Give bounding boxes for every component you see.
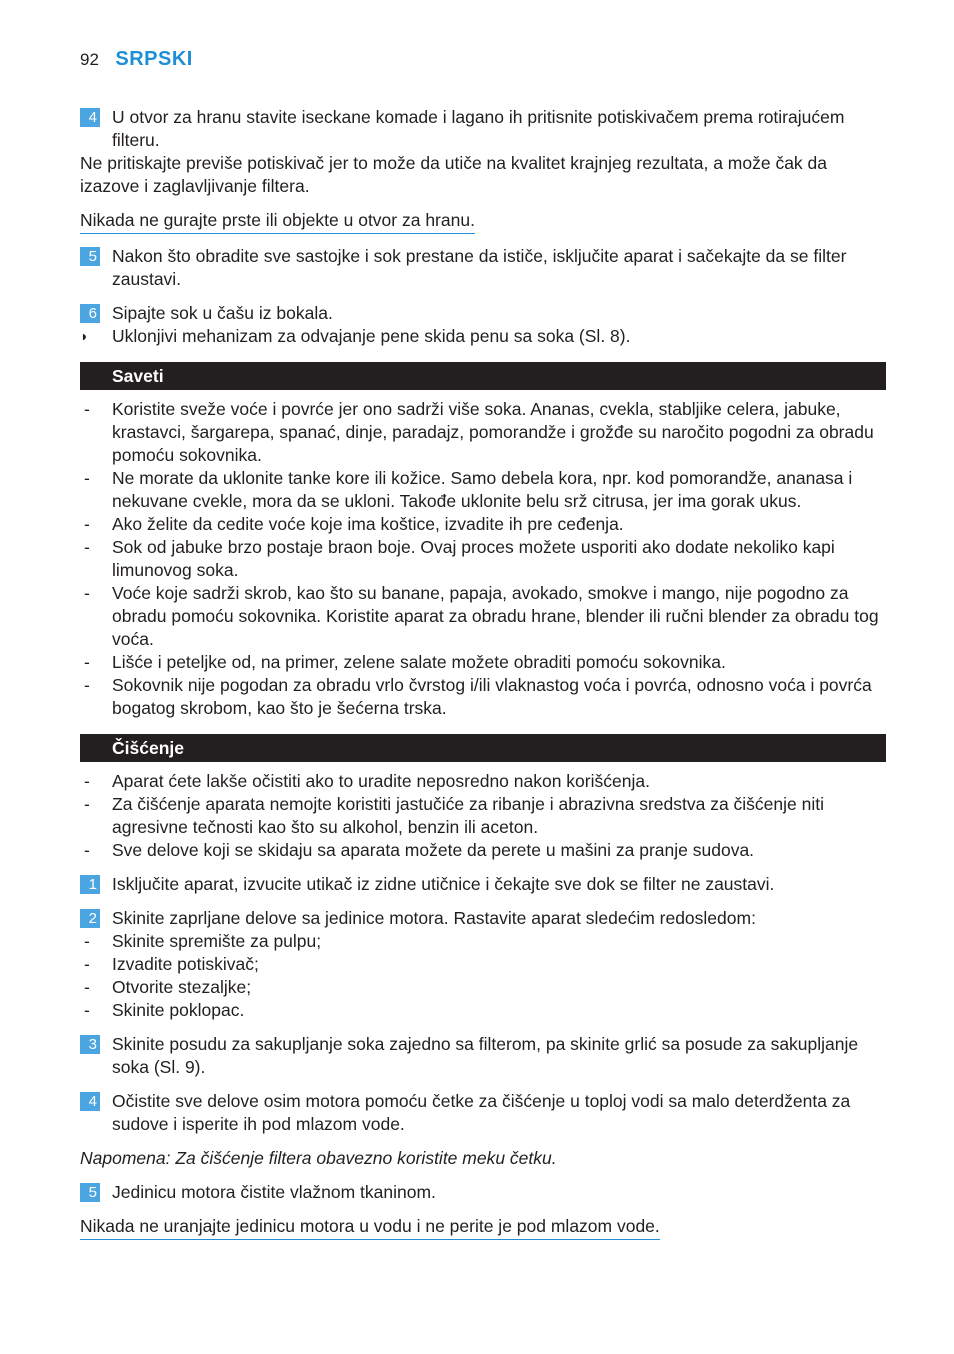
- cleaning-step-1: [80, 873, 886, 896]
- tips-list: [80, 398, 886, 720]
- step-text: U otvor za hranu stavite iseckane komade i lagano ih pritisnite potiskivačem prema rotirajućem filteru.: [112, 107, 845, 150]
- cleaning-step-3: [80, 1033, 886, 1079]
- step-number-badge: 1: [80, 875, 100, 894]
- list-item: - Aparat ćete lakše očistiti ako to uradite neposredno nakon korišćenja.: [84, 771, 650, 791]
- step-text: Sipajte sok u čašu iz bokala.: [112, 303, 333, 323]
- list-item: - Sokovnik nije pogodan za obradu vrlo čvrstog i/ili vlaknastog voća i povrća, odnosno voća i povrća bogatog skrobom, kao što je šećerna trska.: [84, 675, 872, 718]
- list-item: - Ako želite da cedite voće koje ima koštice, izvadite ih pre ceđenja.: [84, 514, 624, 534]
- step-text: Skinite zaprljane delove sa jedinice motora. Rastavite aparat sledećim redosledom:: [112, 908, 756, 928]
- bullet-text: Uklonjivi mehanizam za odvajanje pene skida penu sa soka (Sl. 8).: [112, 326, 631, 346]
- step-note: Ne pritiskajte previše potiskivač jer to može da utiče na kvalitet krajnjeg rezultata, a može čak da izazove i zaglavljivanje filtera.: [80, 153, 828, 196]
- section-heading-ciscenje: Čišćenje: [80, 734, 886, 762]
- document-body: [80, 106, 886, 1240]
- cleaning-step-5: [80, 1181, 886, 1204]
- cleaning-notes-list: [80, 770, 886, 862]
- page-header: [80, 48, 193, 72]
- section-heading-saveti: Saveti: [80, 362, 886, 390]
- step-text: Jedinicu motora čistite vlažnom tkaninom.: [112, 1182, 436, 1202]
- step-number-badge: 6: [80, 304, 100, 323]
- intro-step-4: [80, 106, 886, 152]
- step-text: Isključite aparat, izvucite utikač iz zidne utičnice i čekajte sve dok se filter ne zaustavi.: [112, 874, 775, 894]
- list-item: - Koristite sveže voće i povrće jer ono sadrži više soka. Ananas, cvekla, stabljike celera, jabuke, krastavci, šargarepa, spanać, dinje, paradajz, pomorandže i grožđe su naročito pogodni za obradu pomoću sokovnika.: [84, 399, 874, 465]
- step-text: Nakon što obradite sve sastojke i sok prestane da ističe, isključite aparat i sačekajte da se filter zaustavi.: [112, 246, 847, 289]
- intro-step-5: [80, 245, 886, 291]
- list-item: - Skinite poklopac.: [84, 1000, 245, 1020]
- list-item: - Voće koje sadrži skrob, kao što su banane, papaja, avokado, smokve i mango, nije pogodno za obradu pomoću sokovnika. Koristite aparat za obradu hrane, blender ili ručni blender za obradu tog voća.: [84, 583, 879, 649]
- cleaning-step-2: [80, 907, 886, 930]
- result-bullet: [80, 325, 886, 348]
- page-number: 92: [80, 50, 99, 69]
- list-item: - Za čišćenje aparata nemojte koristiti jastučiće za ribanje i abrazivna sredstva za čišćenje niti agresivne tečnosti kao što su alkohol, benzin ili aceton.: [84, 794, 824, 837]
- step-number-badge: 4: [80, 1092, 100, 1111]
- cleaning-step-4: [80, 1090, 886, 1136]
- triangle-bullet-icon: ◗: [80, 328, 89, 344]
- disassembly-list: [80, 930, 886, 1022]
- note-text: Napomena: Za čišćenje filtera obavezno koristite meku četku.: [80, 1148, 557, 1168]
- step-number-badge: 2: [80, 909, 100, 928]
- list-item: - Izvadite potiskivač;: [84, 954, 259, 974]
- warning-text: Nikada ne uranjajte jedinicu motora u vodu i ne perite je pod mlazom vode.: [80, 1215, 660, 1240]
- list-item: - Ne morate da uklonite tanke kore ili kožice. Samo debela kora, npr. kod pomorandže, ananasa i nekuvane cvekle, mora da se ukloni. Takođe uklonite belu srž citrusa, jer ima gorak ukus.: [84, 468, 853, 511]
- step-number-badge: 4: [80, 108, 100, 127]
- step-text: Skinite posudu za sakupljanje soka zajedno sa filterom, pa skinite grlić sa posude za sakupljanje soka (Sl. 9).: [112, 1034, 859, 1077]
- list-item: - Skinite spremište za pulpu;: [84, 931, 322, 951]
- step-number-badge: 5: [80, 247, 100, 266]
- warning-text: Nikada ne gurajte prste ili objekte u otvor za hranu.: [80, 209, 475, 234]
- step-text: Očistite sve delove osim motora pomoću četke za čišćenje u toploj vodi sa malo deterdženta za sudove i isperite ih pod mlazom vode.: [112, 1091, 851, 1134]
- step-number-badge: 5: [80, 1183, 100, 1202]
- list-item: - Otvorite stezaljke;: [84, 977, 252, 997]
- language-title: SRPSKI: [115, 48, 193, 70]
- list-item: - Sve delove koji se skidaju sa aparata možete da perete u mašini za pranje sudova.: [84, 840, 755, 860]
- intro-step-6: [80, 302, 886, 325]
- list-item: - Sok od jabuke brzo postaje braon boje. Ovaj proces možete usporiti ako dodate nekoliko kapi limunovog soka.: [84, 537, 835, 580]
- step-number-badge: 3: [80, 1035, 100, 1054]
- list-item: - Lišće i peteljke od, na primer, zelene salate možete obraditi pomoću sokovnika.: [84, 652, 726, 672]
